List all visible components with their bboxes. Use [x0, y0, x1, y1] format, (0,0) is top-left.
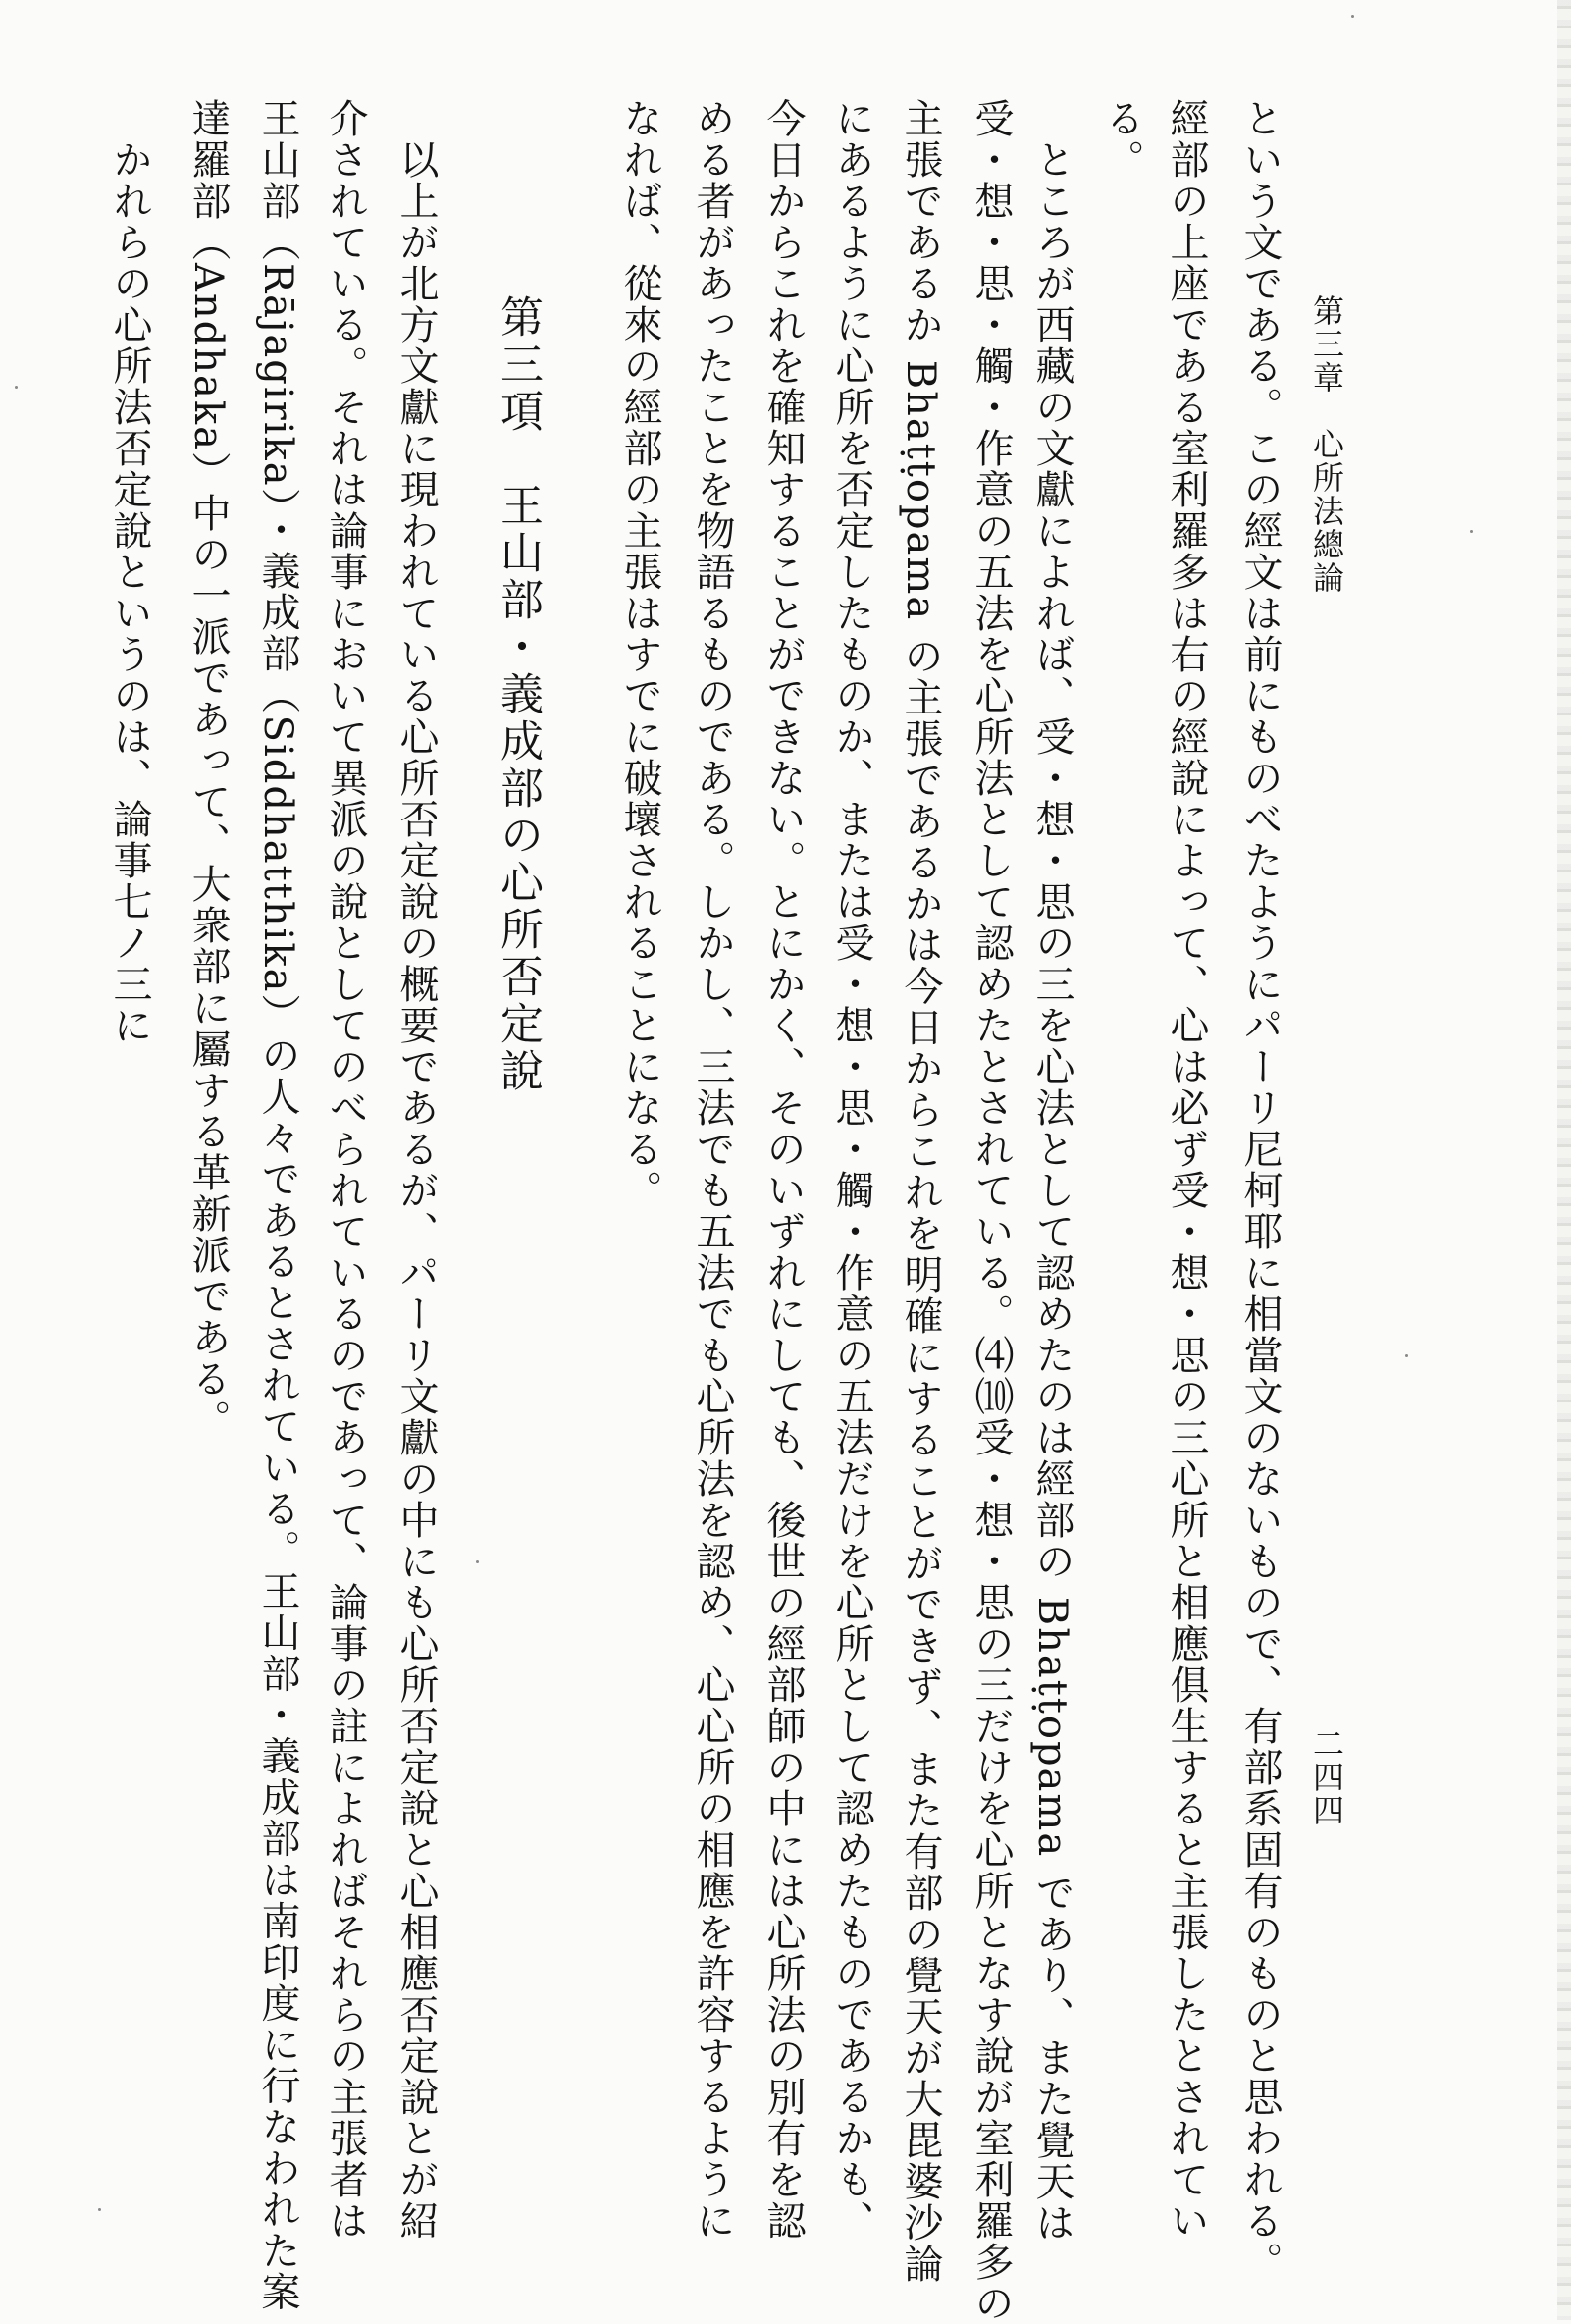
scan-speck	[476, 1560, 479, 1563]
text-column-5: 受・想・思・觸・作意の五法を心所法として認めたとされている。⑷⑽受・想・思の三だけを心所となす說が室利羅多の	[969, 98, 1014, 2324]
scan-speck	[98, 2208, 101, 2211]
text-column-3: る。	[1099, 98, 1144, 181]
text-column-15: かれらの心所法否定說というのは、論事七ノ三に	[107, 98, 152, 1046]
text-column-6: 主張であるか Bhaṭṭopama の主張であるかは今日からこれを明確にすることができず、また有部の覺天が大毘婆沙論	[898, 98, 943, 2285]
running-title: 第三章 心所法總論	[1308, 294, 1345, 595]
page-number: 二四四	[1308, 1727, 1345, 1827]
scan-speck	[1470, 530, 1473, 533]
text-column-7: にあるように心所を否定したものか、または受・想・思・觸・作意の五法だけを心所として認めたものであるかも、	[829, 98, 874, 2242]
text-column-4: ところが西藏の文獻によれば、受・想・思の三を心法として認めたのは經部の Bhaṭṭopama であり、また覺天は	[1029, 98, 1074, 2244]
text-column-10: なれば、從來の經部の主張はすでに破壞されることになる。	[617, 98, 662, 1211]
text-column-8: 今日からこれを確知することができない。とにかく、そのいずれにしても、後世の經部師の中には心所法の別有を認	[760, 98, 806, 2242]
scan-edge-shadow	[1557, 0, 1571, 2320]
text-column-12: 介されている。それは論事において異派の說としてのべられているのであって、論事の註によればそれらの主張者は	[323, 98, 368, 2242]
scan-speck	[15, 386, 18, 389]
text-column-9: める者があったことを物語るものである。しかし、三法でも五法でも心所法を認め、心心所の相應を許容するように	[690, 98, 735, 2242]
section-heading: 第三項 王山部・義成部の心所否定說	[493, 294, 543, 1095]
scan-speck	[1405, 1354, 1408, 1357]
text-column-13: 王山部（Rājagirika）・義成部（Siddhatthika）の人々であるとされている。王山部・義成部は南印度に行なわれた案	[255, 98, 300, 2313]
scan-speck	[1351, 15, 1354, 18]
text-column-14: 達羅部（Andhaka）中の一派であって、大衆部に屬する革新派である。	[185, 98, 231, 1441]
text-column-11: 以上が北方文獻に現われている心所否定說の概要であるが、パーリ文獻の中にも心所否定說と心相應否定說とが紹	[393, 98, 439, 2242]
text-column-2: 經部の上座である室利羅多は右の經說によって、心は必ず受・想・思の三心所と相應俱生すると主張したとされてい	[1164, 98, 1209, 2242]
text-column-1: という文である。この經文は前にものべたようにパーリ尼柯耶に相當文のないもので、有部系固有のものと思われる。	[1237, 98, 1283, 2283]
